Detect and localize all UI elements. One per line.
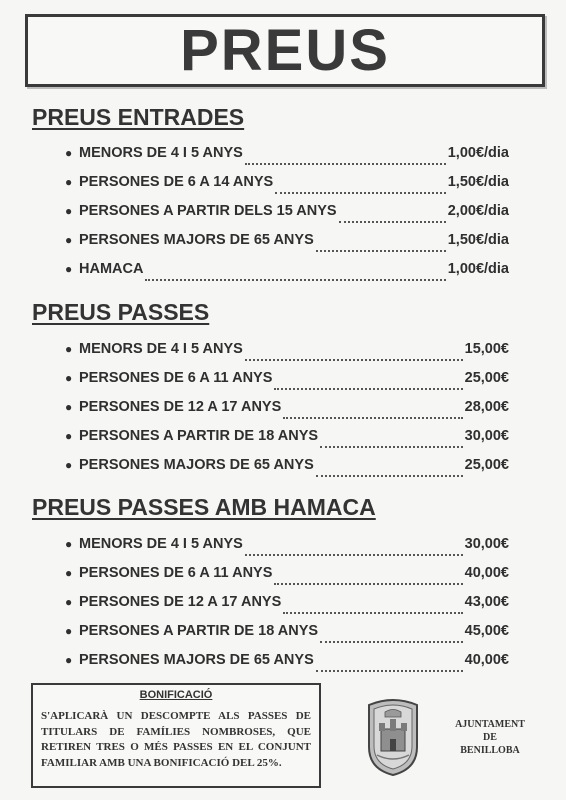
bonus-box bbox=[31, 683, 321, 788]
coat-of-arms-icon bbox=[363, 695, 423, 777]
dot-leader bbox=[316, 669, 463, 672]
bonus-text: S'APLICARÀ UN DESCOMPTE ALS PASSES DE TITULARS DE FAMÍLIES NOMBROSES, QUE RETIREN TRES O MÉS PASSES EN EL CONJUNT FAMILIAR AMB UNA BONIFICACIÓ DEL 25%. bbox=[41, 710, 311, 769]
price-label: PERSONES DE 6 A 14 ANYS bbox=[79, 174, 274, 190]
council-line-1: AJUNTAMENT bbox=[455, 719, 525, 730]
bullet-icon: ● bbox=[65, 458, 73, 472]
price-row bbox=[65, 652, 509, 681]
bullet-icon: ● bbox=[65, 342, 73, 356]
dot-leader bbox=[145, 278, 445, 281]
price-row bbox=[65, 174, 509, 203]
bullet-icon: ● bbox=[65, 204, 73, 218]
bullet-icon: ● bbox=[65, 429, 73, 443]
bullet-icon: ● bbox=[65, 653, 73, 667]
bonus-title: BONIFICACIÓ bbox=[139, 689, 213, 701]
dot-leader bbox=[283, 416, 462, 419]
dot-leader bbox=[274, 387, 462, 390]
price-value: 28,00€ bbox=[464, 399, 509, 415]
price-value: 15,00€ bbox=[464, 341, 509, 357]
section-heading-entrades: PREUS ENTRADES bbox=[32, 104, 245, 130]
price-value: 43,00€ bbox=[464, 594, 509, 610]
bullet-icon: ● bbox=[65, 371, 73, 385]
price-row bbox=[65, 203, 509, 232]
bullet-icon: ● bbox=[65, 400, 73, 414]
dot-leader bbox=[320, 640, 463, 643]
price-value: 45,00€ bbox=[464, 623, 509, 639]
price-value: 1,00€/dia bbox=[447, 261, 509, 277]
bullet-icon: ● bbox=[65, 537, 73, 551]
bullet-icon: ● bbox=[65, 233, 73, 247]
price-row bbox=[65, 428, 509, 457]
price-label: MENORS DE 4 I 5 ANYS bbox=[79, 145, 243, 161]
section-heading-passes-hamaca: PREUS PASSES AMB HAMACA bbox=[32, 494, 376, 520]
council-line-3: BENILLOBA bbox=[460, 745, 520, 756]
price-label: PERSONES DE 12 A 17 ANYS bbox=[79, 399, 282, 415]
price-label: MENORS DE 4 I 5 ANYS bbox=[79, 341, 243, 357]
bullet-icon: ● bbox=[65, 595, 73, 609]
price-value: 40,00€ bbox=[464, 652, 509, 668]
bullet-icon: ● bbox=[65, 175, 73, 189]
price-label: PERSONES MAJORS DE 65 ANYS bbox=[79, 232, 314, 248]
dot-leader bbox=[283, 611, 462, 614]
price-row bbox=[65, 594, 509, 623]
council-name bbox=[440, 718, 540, 757]
price-row bbox=[65, 399, 509, 428]
price-value: 30,00€ bbox=[464, 536, 509, 552]
price-label: PERSONES A PARTIR DELS 15 ANYS bbox=[79, 203, 337, 219]
price-list-entrades bbox=[65, 145, 509, 290]
bullet-icon: ● bbox=[65, 624, 73, 638]
dot-leader bbox=[275, 191, 446, 194]
price-row bbox=[65, 145, 509, 174]
price-row bbox=[65, 232, 509, 261]
price-list-passes bbox=[65, 341, 509, 486]
dot-leader bbox=[245, 553, 463, 556]
bullet-icon: ● bbox=[65, 146, 73, 160]
price-value: 30,00€ bbox=[464, 428, 509, 444]
section-heading-passes: PREUS PASSES bbox=[32, 299, 210, 325]
title-box bbox=[25, 14, 545, 87]
price-value: 25,00€ bbox=[464, 370, 509, 386]
price-label: HAMACA bbox=[79, 261, 144, 277]
price-label: PERSONES A PARTIR DE 18 ANYS bbox=[79, 428, 319, 444]
price-row bbox=[65, 341, 509, 370]
price-value: 1,00€/dia bbox=[447, 145, 509, 161]
price-label: PERSONES DE 6 A 11 ANYS bbox=[79, 565, 273, 581]
price-value: 1,50€/dia bbox=[447, 174, 509, 190]
price-label: PERSONES DE 12 A 17 ANYS bbox=[79, 594, 282, 610]
dot-leader bbox=[320, 445, 463, 448]
price-value: 1,50€/dia bbox=[447, 232, 509, 248]
price-row bbox=[65, 261, 509, 290]
price-row bbox=[65, 623, 509, 652]
dot-leader bbox=[274, 582, 462, 585]
bullet-icon: ● bbox=[65, 262, 73, 276]
dot-leader bbox=[316, 474, 463, 477]
price-label: PERSONES DE 6 A 11 ANYS bbox=[79, 370, 273, 386]
price-label: PERSONES MAJORS DE 65 ANYS bbox=[79, 652, 314, 668]
price-row bbox=[65, 370, 509, 399]
page-title: PREUS bbox=[180, 17, 390, 83]
price-row bbox=[65, 536, 509, 565]
price-list-passes-hamaca bbox=[65, 536, 509, 681]
price-row bbox=[65, 565, 509, 594]
bullet-icon: ● bbox=[65, 566, 73, 580]
dot-leader bbox=[316, 249, 446, 252]
dot-leader bbox=[339, 220, 446, 223]
price-label: MENORS DE 4 I 5 ANYS bbox=[79, 536, 243, 552]
council-line-2: DE bbox=[483, 732, 497, 743]
price-label: PERSONES A PARTIR DE 18 ANYS bbox=[79, 623, 319, 639]
dot-leader bbox=[245, 358, 463, 361]
dot-leader bbox=[245, 162, 446, 165]
price-row bbox=[65, 457, 509, 486]
price-value: 40,00€ bbox=[464, 565, 509, 581]
price-value: 2,00€/dia bbox=[447, 203, 509, 219]
price-label: PERSONES MAJORS DE 65 ANYS bbox=[79, 457, 314, 473]
price-value: 25,00€ bbox=[464, 457, 509, 473]
